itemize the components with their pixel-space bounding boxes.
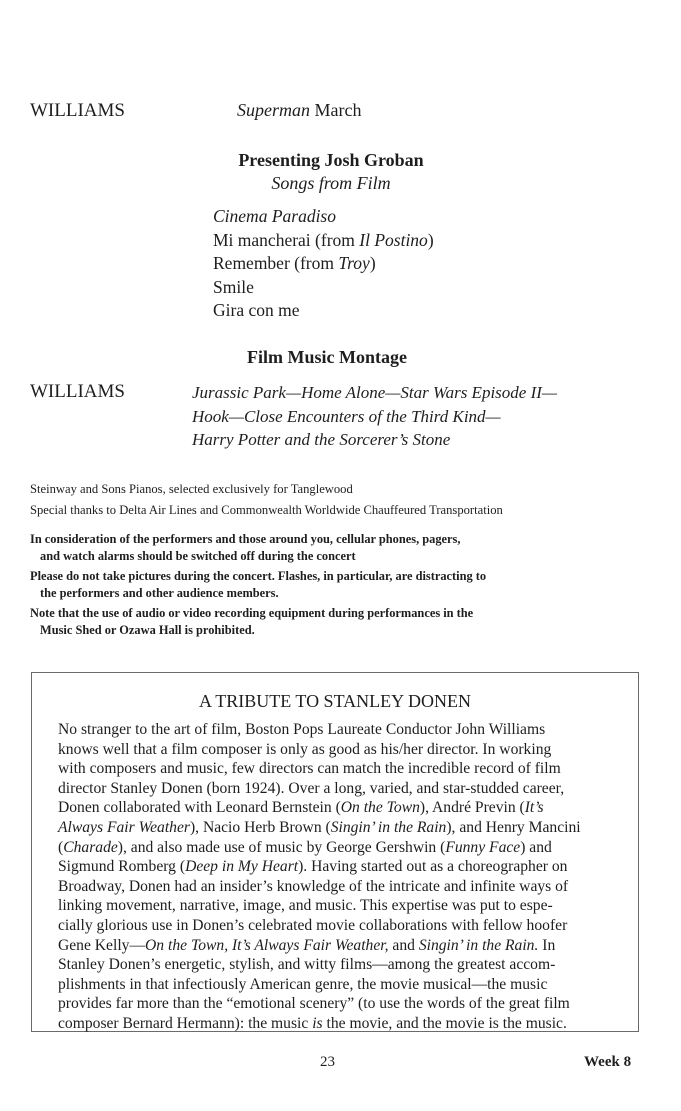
tribute-line	[58, 975, 581, 995]
tribute-text-run: Broadway, Donen had an insider’s knowledge of the intricate and infinite ways of	[58, 877, 569, 895]
tribute-line	[58, 779, 581, 799]
tribute-italic-run: Always Fair Weather	[58, 818, 190, 836]
montage-line: Hook—Close Encounters of the Third Kind—	[192, 406, 501, 426]
notice-line: the performers and other audience members.	[40, 585, 279, 600]
tribute-text-run: ), Nacio Herb Brown (	[189, 818, 331, 836]
tribute-line	[58, 720, 581, 740]
tribute-line	[58, 955, 581, 975]
notice-line: Please do not take pictures during the concert. Flashes, in particular, are distracting to	[30, 569, 487, 583]
tribute-line	[58, 759, 581, 779]
tribute-italic-run: is	[312, 1014, 323, 1032]
song-title-italic: Cinema Paradiso	[213, 206, 336, 226]
recording-notice	[30, 605, 473, 638]
tribute-line	[58, 1014, 581, 1034]
tribute-line	[58, 877, 581, 897]
tribute-line	[58, 994, 581, 1014]
montage-line: Harry Potter and the Sorcerer’s Stone	[192, 430, 451, 449]
page-number: 23	[320, 1054, 335, 1070]
song-text: )	[427, 229, 434, 250]
song-smile	[213, 276, 434, 300]
superman-title-rest: March	[310, 100, 362, 120]
phones-notice	[30, 531, 460, 564]
notice-line: Note that the use of audio or video recording equipment during performances in the	[30, 606, 474, 620]
tribute-box	[31, 672, 639, 1032]
groban-song-list	[213, 205, 434, 323]
tribute-body	[58, 720, 581, 1034]
notice-line: Music Shed or Ozawa Hall is prohibited.	[40, 622, 255, 637]
film-title-italic: Il Postino	[359, 229, 428, 250]
superman-march-title	[237, 100, 361, 121]
tribute-text-run: provides far more than the “emotional scenery” (to use the words of the great film	[58, 995, 570, 1013]
montage-line: Jurassic Park—Home Alone—Star Wars Episode II—	[192, 383, 558, 402]
montage-titles	[192, 381, 557, 452]
tribute-text-run: In	[538, 936, 556, 954]
tribute-text-run: director Stanley Donen (born 1924). Over a long, varied, and star-studded career,	[58, 779, 565, 797]
tribute-text-run: ), André Previn (	[419, 799, 525, 817]
tribute-italic-run: Funny Face	[445, 838, 521, 856]
song-text: Remember (from	[213, 253, 339, 273]
song-text: Gira con me	[213, 300, 300, 320]
tribute-italic-run: It’s	[524, 799, 544, 817]
tribute-text-run: composer Bernard Hermann): the music	[58, 1014, 313, 1032]
composer-williams-1: WILLIAMS	[30, 100, 125, 121]
thanks-note: Special thanks to Delta Air Lines and Commonwealth Worldwide Chauffeured Transportation	[30, 503, 503, 517]
tribute-line	[58, 798, 581, 818]
tribute-text-run: the movie, and the movie is the music.	[322, 1014, 567, 1032]
composer-williams-2: WILLIAMS	[30, 381, 125, 402]
tribute-text-run: plishments in that infectiously American genre, the movie musical—the music	[58, 975, 548, 993]
song-mi-mancherai	[213, 229, 434, 253]
tribute-italic-run: Singin’ in the Rain	[330, 818, 447, 836]
montage-heading: Film Music Montage	[247, 347, 407, 367]
tribute-italic-run: On the Town, It’s Always Fair Weather,	[145, 936, 389, 954]
song-text: Mi mancherai (from	[213, 229, 360, 250]
tribute-line	[58, 838, 581, 858]
tribute-text-run: Sigmund Romberg (	[58, 858, 186, 876]
tribute-text-run: and	[388, 936, 419, 954]
tribute-title: A TRIBUTE TO STANLEY DONEN	[199, 691, 471, 711]
tribute-line	[58, 740, 581, 760]
song-cinema-paradiso	[213, 205, 434, 229]
tribute-text-run: (	[58, 838, 64, 856]
tribute-text-run: Gene Kelly—	[58, 936, 146, 954]
song-remember	[213, 252, 434, 276]
pictures-notice	[30, 568, 486, 601]
tribute-italic-run: Charade	[63, 838, 118, 856]
tribute-line	[58, 916, 581, 936]
tribute-line	[58, 818, 581, 838]
groban-heading: Presenting Josh Groban	[238, 150, 424, 170]
pianos-note: Steinway and Sons Pianos, selected exclusively for Tanglewood	[30, 482, 353, 496]
tribute-text-run: Stanley Donen’s energetic, stylish, and witty films—among the greatest accom-	[58, 956, 556, 974]
tribute-text-run: knows well that a film composer is only as good as his/her director. In working	[58, 740, 552, 758]
song-gira-con-me	[213, 299, 434, 323]
tribute-text-run: ), and also made use of music by George Gershwin (	[117, 838, 446, 856]
tribute-text-run: ) and	[520, 838, 552, 856]
song-text: )	[369, 253, 376, 273]
tribute-text-run: with composers and music, few directors can match the incredible record of film	[58, 760, 561, 778]
tribute-text-run: Donen collaborated with Leonard Bernstein (	[58, 799, 341, 817]
tribute-text-run: ), and Henry Mancini	[446, 818, 581, 836]
superman-title-italic: Superman	[237, 100, 310, 120]
tribute-text-run: linking movement, narrative, image, and music. This expertise was put to espe-	[58, 897, 553, 915]
week-label: Week 8	[584, 1054, 632, 1070]
tribute-italic-run: On the Town	[340, 799, 420, 817]
groban-heading-block	[200, 150, 462, 194]
tribute-line	[58, 857, 581, 877]
film-title-italic: Troy	[338, 253, 370, 273]
tribute-line	[58, 896, 581, 916]
tribute-italic-run: Singin’ in the Rain.	[418, 936, 539, 954]
tribute-italic-run: Deep in My Heart	[185, 858, 299, 876]
notice-line: In consideration of the performers and those around you, cellular phones, pagers,	[30, 532, 461, 546]
tribute-text-run: cially glorious use in Donen’s celebrated movie collaborations with fellow hoofer	[58, 916, 568, 934]
tribute-line	[58, 936, 581, 956]
tribute-text-run: ). Having started out as a choreographer on	[298, 858, 568, 876]
groban-subheading: Songs from Film	[271, 173, 391, 193]
tribute-text-run: No stranger to the art of film, Boston Pops Laureate Conductor John Williams	[58, 721, 546, 738]
notice-line: and watch alarms should be switched off during the concert	[40, 548, 356, 563]
song-text: Smile	[213, 276, 254, 297]
